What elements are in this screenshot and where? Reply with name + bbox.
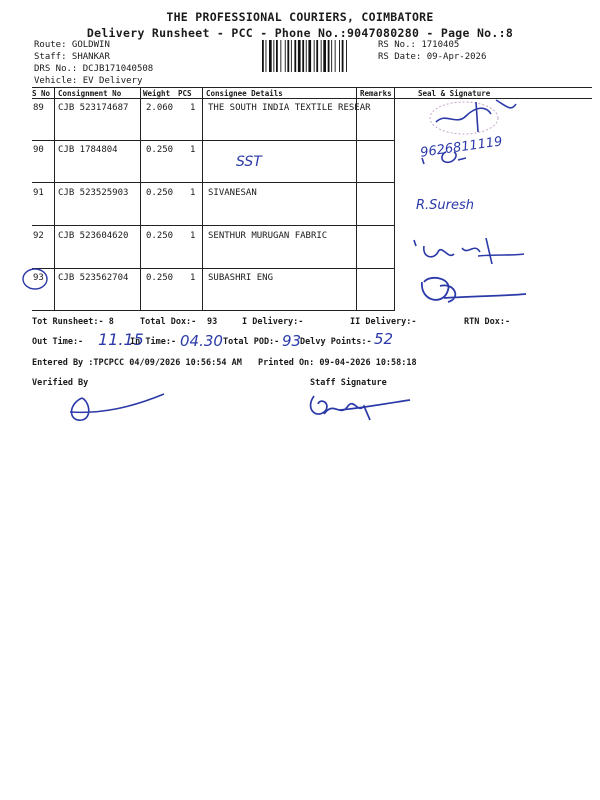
circle-mark-icon	[20, 266, 50, 292]
barcode-bar	[316, 40, 318, 72]
barcode-bar	[314, 40, 315, 72]
barcode-bar	[266, 40, 267, 72]
row-weight: 2.060	[146, 103, 174, 113]
col-header-remarks: Remarks	[360, 89, 392, 98]
row-consignee: SENTHUR MURUGAN FABRIC	[208, 231, 328, 241]
barcode-bar	[346, 40, 347, 72]
row-divider	[32, 268, 394, 269]
barcode-bar	[328, 40, 330, 72]
row-sno: 89	[33, 103, 44, 113]
entered-by: Entered By :TPCPCC 04/09/2026 10:56:54 AM	[32, 358, 242, 368]
row-sno: 91	[33, 188, 44, 198]
row-divider	[32, 140, 394, 141]
barcode-bar	[335, 40, 336, 72]
barcode-bar	[308, 40, 311, 72]
col-header-consignment: Consignment No	[58, 89, 122, 98]
ii-delivery: II Delivery:-	[350, 317, 417, 327]
total-pod-label: Total POD:-	[223, 337, 280, 347]
row-pcs: 1	[190, 273, 196, 283]
barcode-bar	[331, 40, 332, 72]
col-header-sno: S No	[32, 89, 51, 98]
delvy-points-value: 52	[374, 330, 394, 348]
row-weight: 0.250	[146, 231, 174, 241]
col-divider	[54, 87, 55, 311]
row-pcs: 1	[190, 188, 196, 198]
total-pod-value: 93	[282, 332, 302, 350]
row-divider	[32, 182, 394, 183]
row-consignee: SIVANESAN	[208, 188, 257, 198]
row-pcs: 1	[190, 231, 196, 241]
row-consignment-no: CJB 523604620	[58, 231, 129, 241]
handwritten-signature: R.Suresh	[416, 198, 475, 213]
row-consignment-no: CJB 1784804	[58, 145, 118, 155]
route-label: Route: GOLDWIN	[34, 40, 110, 50]
col-header-consignee: Consignee Details	[206, 89, 283, 98]
runsheet-subtitle: Delivery Runsheet - PCC - Phone No.:9047080280 - Page No.:8	[86, 26, 514, 40]
barcode-bar	[287, 40, 289, 72]
rtn-dox: RTN Dox:-	[464, 317, 511, 327]
row-weight: 0.250	[146, 273, 174, 283]
barcode-bar	[276, 40, 278, 72]
rs-date: RS Date: 09-Apr-2026	[378, 52, 487, 62]
col-header-pcs: PCS	[178, 89, 192, 98]
out-time-value: 11.15	[98, 330, 144, 349]
out-time-label: Out Time:-	[32, 337, 84, 347]
barcode-bar	[321, 40, 322, 72]
col-divider	[394, 87, 395, 311]
tot-runsheet: Tot Runsheet:- 8	[32, 317, 114, 327]
row-weight: 0.250	[146, 145, 174, 155]
row-pcs: 1	[190, 103, 196, 113]
row-consignment-no: CJB 523562704	[58, 273, 129, 283]
row-divider	[32, 225, 394, 226]
row-sno: 93	[33, 273, 44, 283]
barcode-bar	[323, 40, 326, 72]
in-time-value: 04.30	[180, 332, 223, 350]
barcode-bar	[285, 40, 286, 72]
barcode-bar	[262, 40, 264, 72]
barcode-bar	[291, 40, 292, 72]
drs-label: DRS No.: DCJB171040508	[34, 64, 154, 74]
barcode-bar	[342, 40, 344, 72]
barcode-bar	[306, 40, 307, 72]
col-divider	[202, 87, 203, 311]
row-divider	[32, 310, 394, 311]
staff-signature-icon	[300, 390, 420, 430]
barcode-bar	[280, 40, 281, 72]
staff-label: Staff: SHANKAR	[34, 52, 110, 62]
col-header-weight: Weight	[143, 89, 171, 98]
total-dox-value: 93	[207, 317, 218, 327]
row-sno: 90	[33, 145, 44, 155]
in-time-label: In Time:-	[130, 337, 177, 347]
handwritten-consignee: SST	[236, 154, 262, 170]
total-dox-label: Total Dox:-	[140, 317, 197, 327]
signature-icon	[408, 234, 528, 270]
barcode-image	[262, 40, 374, 72]
row-consignee: THE SOUTH INDIA TEXTILE RESEAR	[208, 103, 371, 113]
printed-on: Printed On: 09-04-2026 10:58:18	[258, 358, 417, 368]
verified-by-label: Verified By	[32, 378, 89, 388]
row-weight: 0.250	[146, 188, 174, 198]
table-top-rule	[32, 87, 592, 88]
delvy-points-label: Delvy Points:-	[300, 337, 372, 347]
barcode-bar	[339, 40, 340, 72]
row-consignee: SUBASHRI ENG	[208, 273, 274, 283]
vehicle-label: Vehicle: EV Delivery	[34, 76, 143, 86]
seal-stamp-icon	[416, 92, 526, 140]
barcode-bar	[294, 40, 296, 72]
barcode-bar	[269, 40, 272, 72]
barcode-bar	[302, 40, 304, 72]
i-delivery: I Delivery:-	[242, 317, 304, 327]
verified-signature-icon	[60, 388, 170, 428]
col-divider	[356, 87, 357, 311]
barcode-bar	[273, 40, 274, 72]
staff-signature-label: Staff Signature	[310, 378, 387, 388]
barcode-bar	[298, 40, 301, 72]
col-divider	[140, 87, 141, 311]
company-title: THE PROFESSIONAL COURIERS, COIMBATORE	[166, 10, 434, 24]
signature-icon	[416, 144, 486, 174]
row-sno: 92	[33, 231, 44, 241]
signature-icon	[414, 272, 534, 308]
row-consignment-no: CJB 523174687	[58, 103, 129, 113]
rs-number: RS No.: 1710405	[378, 40, 460, 50]
row-consignment-no: CJB 523525903	[58, 188, 129, 198]
col-header-seal-signature: Seal & Signature	[418, 89, 491, 98]
row-pcs: 1	[190, 145, 196, 155]
handwritten-phone: 9626811119	[419, 134, 504, 161]
